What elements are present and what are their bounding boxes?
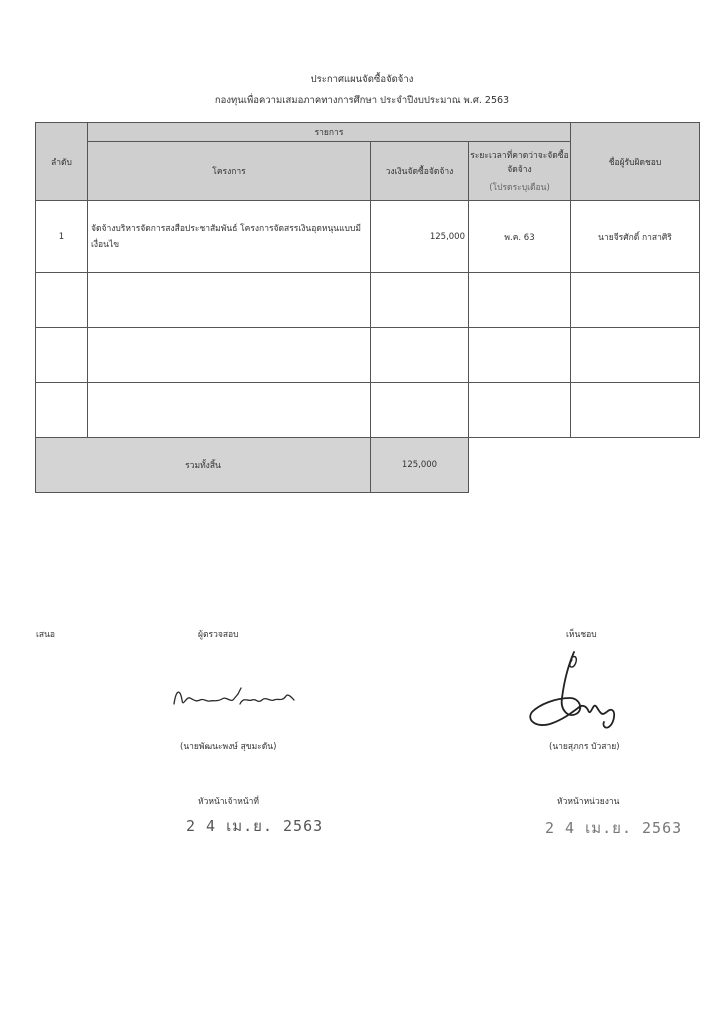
- procurement-plan-table: [35, 122, 700, 493]
- row-period: พ.ค. 63: [469, 201, 571, 273]
- total-row: [36, 438, 700, 493]
- date-stamp-right: 2 4 เม.ย. 2563: [545, 819, 683, 837]
- propose-label: เสนอ: [36, 630, 56, 640]
- unit-head-label: หัวหน้าหน่วยงาน: [557, 797, 620, 807]
- header-budget: วงเงินจัดซื้อจัดจ้าง: [371, 142, 469, 201]
- approver-signature: [522, 648, 632, 734]
- table-row-empty: [36, 273, 700, 328]
- reviewer-label: ผู้ตรวจสอบ: [198, 630, 239, 640]
- row-budget: 125,000: [371, 201, 469, 273]
- page-title: ประกาศแผนจัดซื้อจัดจ้าง: [310, 74, 414, 85]
- total-label: รวมทั้งสิ้น: [36, 438, 371, 493]
- header-responsible: ชื่อผู้รับผิดชอบ: [571, 123, 700, 201]
- header-project: โครงการ: [88, 142, 371, 201]
- officer-head-label: หัวหน้าเจ้าหน้าที่: [198, 797, 260, 807]
- approve-label: เห็นชอบ: [566, 630, 597, 640]
- page-subtitle: กองทุนเพื่อความเสมอภาคทางการศึกษา ประจำปีงบประมาณ พ.ศ. 2563: [214, 95, 510, 106]
- row-no: 1: [36, 201, 88, 273]
- date-stamp-left: 2 4 เม.ย. 2563: [186, 817, 324, 835]
- header-no: ลำดับ: [36, 123, 88, 201]
- header-period-label: ระยะเวลาที่คาดว่าจะจัดซื้อจัดจ้าง: [470, 151, 569, 175]
- table-row-empty: [36, 328, 700, 383]
- row-project: จัดจ้างบริหารจัดการสงสือประชาสัมพันธ์ โครงการจัดสรรเงินอุดหนุนแบบมีเงื่อนไข: [88, 201, 371, 273]
- reviewer-name: (นายพัฒนะพงษ์ สุขมะดัน): [180, 742, 277, 752]
- row-responsible: นายจีรศักดิ์ กาสาศิริ: [571, 201, 700, 273]
- total-value: 125,000: [371, 438, 469, 493]
- reviewer-signature: [170, 678, 300, 718]
- table-row: [36, 201, 700, 273]
- header-items: รายการ: [88, 123, 571, 142]
- table-row-empty: [36, 383, 700, 438]
- header-period: [469, 142, 571, 201]
- header-period-note: (โปรดระบุเดือน): [489, 183, 550, 193]
- approver-name: (นายสุภกร บัวสาย): [549, 742, 620, 752]
